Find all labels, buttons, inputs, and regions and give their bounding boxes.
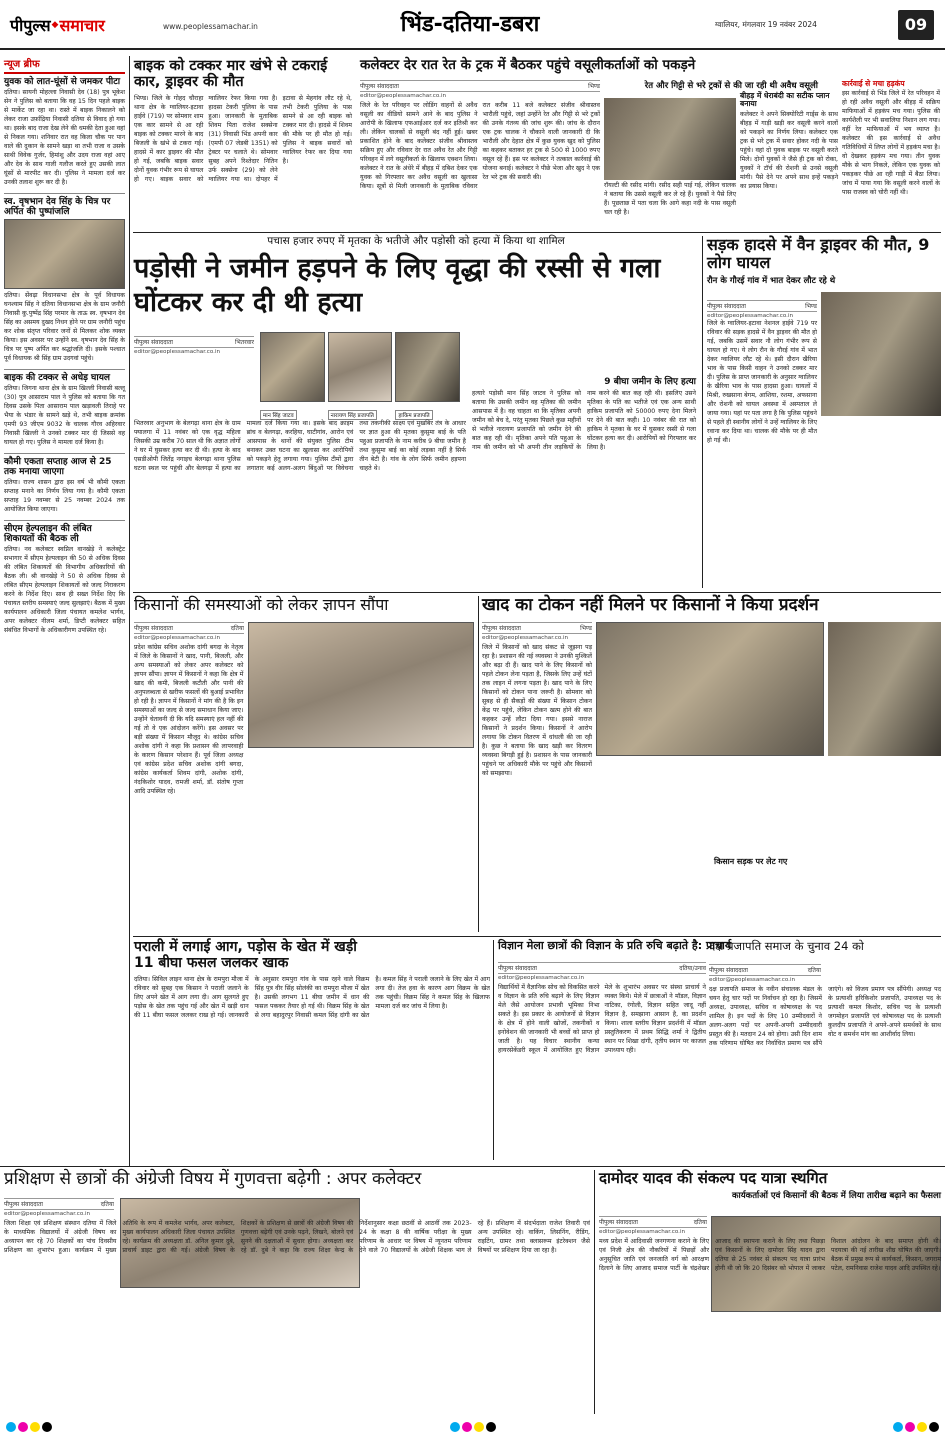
kisan-memo-body: प्रदेश कांग्रेस सचिव अशोक दांगी बगदा के नेतृत्व में जिले के किसानों ने खाद, पानी, बिजली, और अन्य समस्याओं को लेकर अपर कलेक्टर को ज्ञापन सौंपा। ज्ञापन में किसानों ने कहा कि क्षेत्र में खाद की कमी, बिजली कटौती और पानी की अनुपलब्धता से खरीफ फसलों की बुआई प्रभावित हो रही है। ज्ञापन में किसानों ने मांग की है कि इन समस्याओं का जल्द से जल्द समाधान किया जाए। उन्होंने चेतावनी दी कि यदि समस्याएं हल नहीं की गई तो वे एक आंदोलन करेंगे। इस अवसर पर बड़ी संख्या में किसान मौजूद थे। कांग्रेस सचिव अशोक दांगी ने कहा कि प्रशासन की लापरवाही के कारण किसान परेशान हैं। पूर्व जिला अध्यक्ष एवं कांग्रेस प्रदेश सचिव अशोक दांगी बगदा, कांग्रेस कार्यकर्ता शिवम दांगी, अशोक दांगी, नंदकिशोर यादव, रामजी शर्मा, डॉ. संतोष गुप्ता आदि उपस्थित रहे।	[134, 644, 244, 795]
accused-photo-caption: मान सिंह जाटव	[260, 410, 297, 420]
accused-photos	[260, 332, 460, 419]
email[interactable]: editor@peoplessamachar.co.in	[498, 975, 585, 981]
vigyan-headline: विज्ञान मेला छात्रों की विज्ञान के प्रति रुचि बढ़ाते है: प्राचार्य	[498, 939, 732, 952]
brief-5-body: दतिया। नव कलेक्टर स्वप्निल वानखेड़े ने कलेक्ट्रेट सभागार में सीएम हेल्पलाइन की 50 से अधिक दिवस की लंबित शिकायतों की विभागीय अधिकारियों की बैठक ली। श्री वानखेड़े ने 50 से अधिक दिवस से लंबित सीएम हेल्पलाइन शिकायतों को जल्द निराकरण करने के निर्देश दिए। साथ ही सख्त निर्देश दिए कि पंचायत स्तरीय समस्याएं जल्द सुलझाएं। बैठक में मुख्य कार्यपालन अधिकारी जिला पंचायत कमलेश भार्गव, अपर कलेक्टर नीलम शर्मा, डिप्टी कलेक्टर सहित संबंधित विभागों के अधिकारीगण उपस्थित रहे।	[4, 546, 125, 635]
khad-photo-main	[596, 622, 824, 756]
email[interactable]: editor@peoplessamachar.co.in	[709, 977, 796, 983]
van-deck: रौन के गौरई गांव में भात देकर लौट रहे थे	[707, 275, 836, 286]
english-training-story	[4, 1170, 590, 1414]
horizontal-rule	[0, 1166, 945, 1167]
collector-headline: कलेक्टर देर रात रेत के ट्रक में बैठकर पहुंचे वसूलीकर्ताओं को पकड़ने	[360, 57, 696, 73]
accused-photo-caption: हाकिम प्रजापति	[395, 410, 432, 420]
email[interactable]: editor@peoplessamachar.co.in	[134, 635, 221, 641]
logo	[10, 12, 160, 38]
collector-sub-body-2: इस कार्रवाई से भिंड जिले में रेत परिवहन में हो रही अवैध वसूली और बीहड़ में सक्रिय माफियाओं में हड़कंप मच गया। पुलिस की कार्यशैली पर भी सवालिया निशान लग गया। वहीं रेत माफियाओं में भय व्याप्त है। कलेक्टर की इस कार्रवाई से अवैध गतिविधियों में लिप्त लोगों में हड़कंप मचा है। वो देखकर हड़कंप मच गया। तीन युवक मौके से भाग निकले, लेकिन एक युवक को पकड़कर पीछे आ रही गाड़ी में बैठा लिया। जांच में पाया गया कि वसूली करने वालों के पास राजस्व को चोरी नहीं थी।	[842, 90, 940, 197]
bike-accident-story	[134, 58, 352, 228]
collector-sub-body-1: कलेक्टर ने अपने सिक्योरिटी गार्ड्स के साथ बीहड़ में गाड़ी खड़ी कर वसूली करने वालों को पकड़ने का निर्णय लिया। कलेक्टर एक ट्रक से भरे ट्रक में सवार होकर नदी के पास पहुंचे। वहां दो युवक बाइक पर वसूली करते मिले। दोनों युवकों ने जैसे ही ट्रक को रोका, युवकों ने टॉर्च की रोशनी से उनसे वसूली मांगी। पैसे देने पर अपने साथ इन्हें पकड़ने का प्रयास किया।	[740, 110, 838, 190]
van-body: जिले के ग्वालियर-इटावा नेशनल हाईवे 719 पर रविवार की सड़क हादसे में वैन ड्राइवर की मौत हो गई, जबकि उसमें सवार नौ लोग गंभीर रूप से घायल हो गए। ये लोग रौन के गौरई गांव में भात देकर ग्वालियर लौट रहे थे। इसी दौरान खैरिया भाव के पास किसी वाहन ने उनको टक्कर मार दी। पुलिस के प्राप्त जानकारी के अनुसार ग्वालियर के खैरिया भाव के पास हादसा हुआ। घायलों में मिश्री, रुखसाना बेगम, आशिया, रशमा, अफसाना और रोशनी को घायल अवस्था में अस्पताल ले जाया गया। यहां पर पता लगा है कि पुलिस पहुंचने से पहले ही स्थानीय लोगों ने उन्हें ग्वालियर के लिए रवाना कर दिया था। चालक की मौके पर ही मौत हो गई थी।	[707, 320, 817, 444]
masthead	[0, 0, 945, 50]
column-divider	[702, 236, 703, 588]
brief-4-body: दतिया। राज्य शासन द्वारा इस वर्ष भी कौमी एकता सप्ताह मनाने का निर्णय लिया गया है। कौमी एकता सप्ताह 19 नवम्बर से 25 नवम्बर 2024 तक आयोजित किया जाएगा।	[4, 479, 125, 514]
collector-photo-caption: रॉयल्टी की रसीद मांगी। रसीद सही पाई गई, लेकिन चालक ने बताया कि उससे वसूली कर ले रहे हैं। युवकों ने पैसे लिए हैं। पूछताछ में पता चला कि आगे कहा नदी के पास वसूली चल रही है।	[604, 182, 736, 216]
dateline: ग्वालियर, मंगलवार 19 नवंबर 2024	[715, 20, 817, 29]
news-brief-label: न्यूज ब्रीफ	[4, 56, 125, 74]
collector-body: जिले के रेत परिवहन पर लोडिंग वाहनों से अवैध वसूली का वीडियो सामने आने के बाद पुलिस ने आरोपी के खिलाफ एफआईआर दर्ज कर इतिश्री कर ली। लेकिन चालकों से वसूली बंद नहीं हुई। खबर प्रकाशित होने के बाद कलेक्टर संजीव श्रीवास्तव सक्रिय हुए और रविवार देर रात अवैध रेत और गिट्टी परिवहन में लगे वसूलीकर्ता के खिलाफ एक्शन लिया। कलेक्टर ने रात के अंधेरे में बीहड़ में दबिश देकर एक युवक को गिरफ्तार कर अवैध वसूली का खुलासा किया। सूत्रों से मिली जानकारी के मुताबिक रविवार रात करीब 11 बजे कलेक्टर संजीव श्रीवास्तव भारौली पहुंचे, जहां उन्होंने रेत और गिट्टी से भरे ट्रकों की उनके गंतव्य की जांच शुरू की। जांच के दौरान एक ट्रक चालक ने चौकाने वाली जानकारी दी कि भारौली और देहात क्षेत्र में कुछ युवक खुद को पुलिस का कहकर बताकर हर ट्रक से 500 से 1000 रुपए वसूल रहे हैं। इस पर कलेक्टर ने तत्काल कार्रवाई की योजना बनाई। कलेक्टर ने पीछे भेजा और खुद ने एक रेत भरे ट्रक की सवारी की।	[360, 102, 600, 190]
daksh-headline: दक्ष प्रजापति समाज के चुनाव 24 को	[709, 939, 864, 953]
email[interactable]: editor@peoplessamachar.co.in	[4, 1211, 91, 1217]
collector-subhead-2: कार्रवाई से मचा हड़कंप	[842, 79, 905, 88]
kisan-memo-headline: किसानों की समस्याओं को लेकर ज्ञापन सौंपा	[134, 595, 389, 614]
parali-fire-story	[134, 940, 490, 1160]
collector-left	[360, 80, 600, 230]
collector-right	[740, 80, 940, 232]
murder-headline: पड़ोसी ने जमीन हड़पने के लिए वृद्धा की रस्सी से गला घोंटकर कर दी थी हत्या	[134, 252, 661, 318]
byline: पीपुल्स संवाददाता	[707, 303, 746, 310]
khad-subhead: किसान सड़क पर लेट गए	[714, 857, 788, 866]
collector-story	[360, 58, 940, 233]
collector-deck: रेत और गिट्टी से भरे ट्रकों से की जा रही थी अवैध वसूली	[644, 81, 818, 91]
parali-headline: पराली में लगाई आग, पड़ोस के खेत में खड़ी 11 बीघा फसल जलकर खाक	[134, 939, 357, 971]
murder-byline-box	[134, 336, 254, 358]
brief-3-headline: बाइक की टक्कर से अधेड़ घायल	[4, 369, 125, 383]
english-headline: प्रशिक्षण से छात्रों की अंग्रेजी विषय में गुणवत्ता बढ़ेगी : अपर कलेक्टर	[4, 1169, 422, 1189]
english-body: जिला शिक्षा एवं प्रशिक्षण संस्थान दतिया में जिले के माध्यमिक विद्यालयों में अंग्रेजी विषय का अध्यापन कर रहे 70 शिक्षकों का पांच दिवसीय प्रशिक्षण का शुभारंभ हुआ। कार्यक्रम में मुख्य अतिथि के रूप में कमलेश भार्गव, अपर कलेक्टर, मुख्य कार्यपालन अधिकारी जिला पंचायत उपस्थित रहे। कार्यक्रम की अध्यक्षता डॉ. अनिल कुमार दुबे, प्राचार्य डाइट द्वारा की गई। अंग्रेजी विषय के शिक्षकों के प्रशिक्षण से छात्रों की अंग्रेजी विषय की गुणवत्ता बढ़ेगी एवं उनके पढ़ने, लिखने, बोलने एवं सुनने की दक्षताओं में सुधार होगा। अध्यक्षता कर रहे डॉ. दुबे ने कहा कि राज्य शिक्षा केन्द्र के निर्देशानुसार कक्षा छठवीं से आठवीं तक 2023-24 के कक्षा 8 की वार्षिक परीक्षा के मुख्य परिणाम के आधार पर विषय में न्यूनतम परिणाम देने वाले 70 विद्यालयों के अंग्रेजी शिक्षक भाग ले रहे हैं। प्रशिक्षण में संदर्भदाता राजेश तिवारी एवं अन्य उपस्थित रहे। वाकिंग, लिसनिंग, रीडिंग, राइटिंग, ग्रामर तथा क्लासरूम इंटरेक्शन जैसे विषयों पर प्रशिक्षण दिया जा रहा है।	[4, 1220, 590, 1254]
horizontal-rule	[133, 232, 941, 233]
van-headline: सड़क हादसे में वैन ड्राइवर की मौत, 9 लोग घायल	[707, 235, 930, 272]
color-registration-bar	[0, 1422, 945, 1436]
byline: पीपुल्स संवाददाता	[599, 1219, 638, 1226]
murder-body-2: हत्यारे पड़ोसी मान सिंह जाटव ने पुलिस को बताया कि उसकी जमीन वह मृतिका की जमीन आसपास में है। वह चाहता था कि मृतिका अपनी जमीन को बेच दे, परंतु मृतका पिछले कुछ महीनों से भतीजे नारायण प्रजापति को जमीन देने की बात कह रही थी। मृतिका अपने पति पहुआ के नाम की जमीन को भी अपनी तीन लड़कियों के नाम करने की बात कह रही थी। इसलिए उसने मृतिका के पति का भतीजे एवं एक अन्य साथी हाकिम प्रजापति को 50000 रुपए देना मिलने पर देने की बात कही। 10 नवंबर की रात को हाकिम ने मृतका के घर में घुसकर रस्सी से गला घोंटकर हत्या कर दी। आरोपियों को गिरफ्तार कर लिया है।	[472, 390, 696, 451]
damodar-headline: दामोदर यादव की संकल्प पद यात्रा स्थगित	[599, 1169, 828, 1187]
murder-story	[134, 236, 698, 588]
website-url[interactable]: www.peoplessamachar.in	[163, 22, 258, 31]
damodar-body: मध्य प्रदेश में आदिवासी जनगणना कराने के लिए एवं निजी क्षेत्र की नौकरियों में पिछड़ों और अनुसूचित जाति एवं जनजाति वर्ग को आरक्षण दिलाने के लिए आजाद समाज पार्टी के चंद्रशेखर आजाद की स्थापना कराने के लिए तथा पिछड़ा एवं किसानों के लिए दामोदर सिंह यादव द्वारा दतिया से 25 नवंबर से संकल्प पद यात्रा प्रारंभ होनी थी जो कि 20 दिसंबर को भोपाल में जाकर विशाल आंदोलन के बाद समाप्त होनी थी। पदयात्रा की नई तारीख शीघ्र घोषित की जाएगी। बैठक में प्रमुख रूप से कार्यकर्ता, किसान, जगराम पटेल, रामनिवास राजेश यादव आदि उपस्थित रहे।	[599, 1238, 941, 1272]
byline-location: भिण्ड	[580, 625, 592, 632]
brief-1-body: दतिया। सायनी मोहल्ला निवासी देव (18) पुत्र भूकेश सेन ने पुलिस को बताया कि वह 15 दिन पहले बाइक से मार्केट जा रहा था। रास्ते में बाइक निकालने को लेकर राजा उर्फ़ाद्रिया निवासी दतिया से विवाद हो गया था। इसके बाद राजा देख लेने की धमकी देता हुआ वहां से निकल गया। शनिवार रात वह किला चौक पर पान वाले की दुकान के सामने खड़ा था तभी राजा व उसके साथी विवेक गुर्जर, हिमांशु और उदय राजा वहां आए और देव के साथ गाली गलौज करते हुए उसकी लात घूंसों से मारपीट कर दी। पुलिस ने मामला दर्ज कर उनकी तलाश शुरू कर दी है।	[4, 89, 125, 186]
byline: पीपुल्स संवाददाता	[360, 83, 399, 90]
logo-right: समाचार	[59, 16, 105, 35]
email[interactable]: editor@peoplessamachar.co.in	[707, 313, 794, 319]
byline-location: दतिया	[230, 625, 244, 632]
byline-location: भितरवार	[235, 339, 254, 346]
parali-body: दतिया। सिविल लाइन थाना क्षेत्र के रामपुरा मौजा में रविवार को सुबह एक किसान ने पराली जलाने के लिए अपने खेत में आग लगा दी। आग सुलगते हुए पड़ोस के खेत तक पहुंच गई और खेत में खड़ी धान की 11 बीघा फसल जलकर राख हो गई। जानकारी के अनुसार रामपुरा गांव के पास रहने वाले विक्रम सिंह पुत्र वीर सिंह सोलंकी का रामपुरा मौजा में खेत है। उसकी लगभग 11 बीघा जमीन में धान की फसल पककर तैयार हो गई थी। विक्रम सिंह के खेत से लगा बहादुरपुर निवासी कमल सिंह दांगी का खेत है। कमल सिंह ने पराली जलाने के लिए खेत में आग लगा दी। तेज हवा के कारण आग विक्रम के खेत तक पहुंची। विक्रम सिंह ने कमल सिंह के खिलाफ मामला दर्ज कर जांच में लिया है।	[134, 976, 490, 1020]
van-accident-story	[707, 236, 941, 588]
daksh-body: दक्ष प्रजापति समाज के नवीन संचालक मंडल के चयन हेतु चार पदों पर निर्वाचन हो रहा है। जिसमें अध्यक्ष, उपाध्यक्ष, सचिव व कोषाध्यक्ष के पद शामिल है। इन पदों के लिए 10 उम्मीदवारों ने अलग-अलग पदों पर अपनी-अपनी उम्मीदवारी प्रस्तुत की है। मतदान 24 को होगा। उसी दिन शाम तक परिणाम घोषित कर निर्वाचित प्रमाण पत्र सौंपे जाएंगे। को विजय प्रमाण पत्र सौंपेगी। अध्यक्ष पद के प्रत्याशी हरिकिशोर प्रजापति, उपाध्यक्ष पद के प्रत्याशी कमल किशोर, सचिव पद के प्रत्याशी जगमोहन प्रजापति एवं कोषाध्यक्ष पद के प्रत्याशी कुलदीप प्रजापति ने अपने-अपने समर्थकों के साथ वोट व समर्थन मांग का आशीर्वाद लिया।	[709, 986, 941, 1047]
byline: पीपुल्स संवाददाता	[482, 625, 521, 632]
byline-location: भिण्ड	[805, 303, 817, 310]
accused-photo-2	[328, 332, 393, 419]
email[interactable]: editor@peoplessamachar.co.in	[134, 349, 221, 355]
murder-deck: 9 बीघा जमीन के लिए हत्या	[604, 377, 696, 387]
bike-accident-body: भिण्ड। जिले के गोहद चौराहा थाना क्षेत्र के ग्वालियर-इटावा हाईवे (719) पर सोमवार शाम एक कार सामने से आ रही बाइक को टक्कर मारने के बाद बिजली के खंभे से टकरा गई। हादसे में कार ड्राइवर की मौत हो गई, जबकि बाइक सवार दोनों युवक गंभीर रूप से घायल हो गए। बाइक सवार को ग्वालियर रेफर किया गया है। हादसा टेकरी पुलिया के पास हुआ। जानकारी के मुताबिक शिवम पिता राजेश सक्सेना (31) निवासी भिंड अपनी कार (एमपी 07 जेडबी 1351) को ट्रेक्टर पर चलाते थे। सोमवार सुबह अपने रिश्तेदार नितिन उर्फ सक्सेना (29) को लेने ग्वालियर गया था। दोपहर में इटावा से मेहगांव लौट रहे थे, तभी टेकरी पुलिया के पास सामने से आ रही बाइक को टक्कर मार दी। हादसे में शिवम की मौके पर ही मौत हो गई। पुलिस ने बाइक सवारों को ग्वालियर रेफर कर दिया गया है।	[134, 95, 352, 184]
byline: पीपुल्स संवाददाता	[498, 965, 537, 972]
section-title: भिंड-दतिया-डबरा	[400, 12, 540, 37]
damodar-deck: कार्यकर्ताओं एवं किसानों की बैठक में लिया तारीख बढ़ाने का फैसला	[732, 1190, 941, 1201]
column-divider	[594, 1170, 595, 1414]
column-divider	[493, 940, 494, 1160]
khad-protest-story	[482, 596, 941, 932]
byline: पीपुल्स संवाददाता	[134, 625, 173, 632]
logo-separator: ◆	[51, 20, 59, 30]
column-divider	[478, 596, 479, 932]
brief-2-headline: स्व. वृषभान देव सिंह के चित्र पर अर्पित की पुष्पांजलि	[4, 193, 125, 217]
khad-photo-crowd	[828, 622, 941, 756]
brief-1-headline: युवक को लात-घूंसों से जमकर पीटा	[4, 77, 121, 87]
khad-headline: खाद का टोकन नहीं मिलने पर किसानों ने किया प्रदर्शन	[482, 595, 819, 615]
kisan-memo-story	[134, 596, 474, 932]
murder-kicker: पचास हजार रुपए में मृतका के भतीजे और पड़ोसी को हत्या में किया था शामिल	[267, 235, 565, 247]
column-divider	[129, 56, 130, 1166]
accused-photo-1	[260, 332, 325, 419]
email[interactable]: editor@peoplessamachar.co.in	[482, 635, 569, 641]
byline: पीपुल्स संवाददाता	[4, 1201, 43, 1208]
van-wreck-photo	[821, 292, 941, 416]
byline-location: भिण्ड	[588, 83, 600, 90]
email[interactable]: editor@peoplessamachar.co.in	[360, 93, 447, 99]
accused-photo-caption: नारायण सिंह प्रजापति	[328, 410, 377, 420]
logo-left: पीपुल्स	[10, 16, 51, 35]
brief-2-photo	[4, 219, 125, 289]
bike-accident-headline: बाइक को टक्कर मार खंभे से टकराई कार, ड्राइवर की मौत	[134, 58, 328, 91]
accused-photo-3	[395, 332, 460, 419]
brief-3-body: दतिया। जिगना थाना क्षेत्र के ग्राम खिल्ली निवासी बल्लू (30) पुत्र आसाराम पाल ने पुलिस को बताया कि गत दिवस उसके पिता आसाराम पाल खड़ावली तिराहे पर भैया के भंडार के सामने खड़े थे, तभी बाइक क्रमांक एमपी 93 जीएम 9032 के चालक गौरव अहिरवार निवासी खिल्ली ने उनको टक्कर मार दी जिससे वह घायल हो गए। पुलिस ने मामला दर्ज किया है।	[4, 385, 125, 446]
collector-subhead-1: बीहड़ में धेराबंदी का सटीक प्लान बनाया	[740, 91, 830, 109]
email[interactable]: editor@peoplessamachar.co.in	[599, 1229, 686, 1235]
brief-5-headline: सीएम हेल्पलाइन की लंबित शिकायतों की बैठक ली	[4, 520, 125, 544]
damodar-story	[599, 1170, 941, 1414]
byline-location: दतिया	[693, 1219, 707, 1226]
collector-photo	[604, 98, 736, 180]
byline: पीपुल्स संवाददाता	[709, 967, 748, 974]
byline-location: दतिया/उनाव	[679, 965, 706, 972]
murder-body: भितरवार अनुभाग के बेलगढ़ा थाना क्षेत्र के ग्राम फ्यालगा में 11 नवंबर को एक वृद्ध महिला जिसकी उम्र करीब 70 साल थी कि अज्ञात लोगों ने घर में घुसकर हत्या कर दी थी। हत्या के बाद एसडीओपी जितेंद्र नगाइच बेलगढ़ा थाना पुलिस घटना स्थल पर पहुंची और बेलगढ़ा में हत्या का मामला दर्ज किया गया था। इसके बाद क्राइम ब्रांच व बेलगढ़ा, करहिया, घाटीगांव, आरोन एवं आसपास के थानों की संयुक्त पुलिस टीम बनाकर उक्त घटना का खुलासा कर आरोपियों को पकड़ने हेतु लगाया गया। पुलिस टीमों द्वारा लगातार कई अलग-अलग बिंदुओं पर विवेचना तथा तकनीकी साक्ष्य एवं मुखबिर तंत्र के आधार पर ज्ञात हुआ की मृतका कुसुमा बाई के पति पहुआ प्रजापति के नाम करीब 9 बीघा जमीन है तथा कुसुमा बाई का कोई लड़का नहीं है सिर्फ तीन बेटी है। गांव के लोग सिर्फ जमीन हड़पना चाहते थे।	[134, 420, 466, 472]
daksh-story	[709, 940, 941, 1160]
byline-location: दतिया	[807, 967, 821, 974]
vigyan-body: विद्यार्थियों में वैज्ञानिक सोच को विकसित करने व विज्ञान के प्रति रुचि बढ़ाने के लिए विज्ञान मेले जैसे आयोजन प्रभावी भूमिका निभा सकते है। इस प्रकार के आयोजनों से विज्ञान के क्षेत्र में होने वाली खोजों, तकनीकों व इनोवेशन की जानकारी भी बच्चों को प्राप्त हो जाती है। यह विचार स्थानीय कन्या हायरसेकेंडरी स्कूल में आयोजित हुए विज्ञान मेले के शुभारंभ अवसर पर संस्था प्राचार्य ने व्यक्त किये। मेले में छात्राओं ने मॉडल, विज्ञान नाटिका, रंगोली, विज्ञान सहित जादू नहीं विज्ञान है, समझाना आसान है, का प्रदर्शन किया। शाला स्तरीय विज्ञान प्रदर्शनी में मॉडल प्रस्तुतिकरण में प्रथम सिद्धि शर्मा ने द्वितीय स्थान पर शिखा दांगी, तृतीय स्थान पर काजल उपाध्याय रही।	[498, 984, 706, 1054]
brief-4-headline: कौमी एकता सप्ताह आज से 25 तक मनाया जाएगा	[4, 453, 125, 477]
page-number: 09	[898, 10, 934, 40]
byline: पीपुल्स संवाददाता	[134, 339, 173, 346]
byline-location: दतिया	[100, 1201, 114, 1208]
brief-2-body: दतिया। सेंवढ़ा विधानसभा क्षेत्र के पूर्व विधायक घनश्याम सिंह ने दतिया विधानसभा क्षेत्र के ग्राम जनौरी निवासी कु.पुष्पेंद्र सिंह परमार के ताऊ स्व. वृषभान देव सिंह का असमय दुखद निधन होने पर ग्राम जनौरी पहुंच कर शोक संतृप्त परिवार जनों से मिलकर शोक व्यक्त किया। इस अवसर पर उन्होंने स्व. वृषभान देव सिंह के चित्र पर पुष्प अर्पित कर श्रद्धांजलि दी। इसके पश्चात पूर्व विधायक श्री सिंह ग्राम उदगवां पहुंचे।	[4, 292, 125, 362]
horizontal-rule	[133, 936, 941, 937]
khad-body: जिले में किसानों को खाद संकट से जूझना पड़ रहा है। प्रशासन की नई व्यवस्था ने उनकी मुश्किलें और बढ़ा दी हैं। खाद पाने के लिए किसानों को पहले टोकन लेना पड़ता है, जिसके लिए उन्हें घंटों तक लाइन में लगना पड़ता है। खाद पाने के लिए किसानों को टोकन पाना जरूरी है। सोमवार को सुबह से ही सैकड़ों की संख्या में किसान टोकन केंद्र पर पहुंचे, लेकिन टोकन खत्म होने की बात कहकर उन्हें लौटा दिया गया। इससे नाराज किसानों ने प्रदर्शन किया। किसानों ने आरोप लगाया कि टोकन वितरण में धांधली की जा रही है। कुछ ने बताया कि खाद खड़ी कर वितरण व्यवस्था बिगड़ी हुई है। प्रशासन के पास जानकारी पहुंचने पर अधिकारी मौके पर पहुंचे और किसानों को समझाया।	[482, 644, 592, 777]
horizontal-rule	[133, 592, 941, 593]
